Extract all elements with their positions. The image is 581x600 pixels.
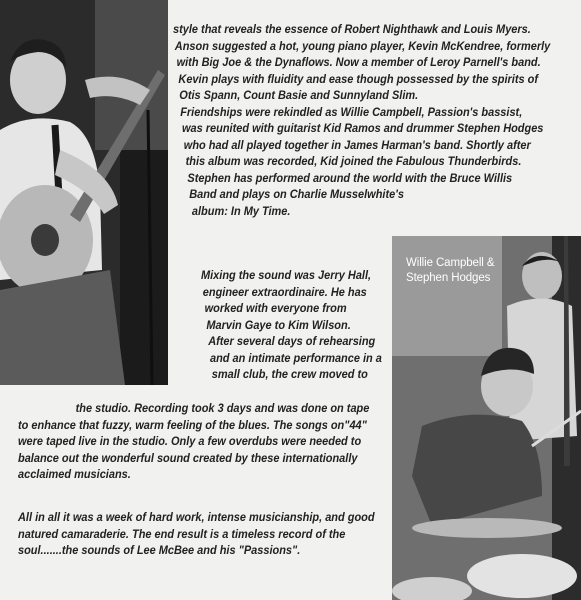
text-paragraph-4 <box>18 509 375 559</box>
guitarist-photo <box>0 0 168 385</box>
drummer-bassist-photo-icon <box>392 236 581 600</box>
photo-caption <box>406 256 526 286</box>
text-line: acclaimed musicians. <box>18 467 131 481</box>
text-line: and an intimate performance in a <box>210 350 382 365</box>
text-line: After several days of rehearsing <box>208 334 376 348</box>
text-line: to enhance that fuzzy, warm feeling of the blues. The songs on"44" <box>18 417 367 432</box>
text-line: engineer extraordinaire. He has <box>202 284 367 299</box>
caption-line-2: Stephen Hodges <box>406 272 491 284</box>
text-line: this album was recorded, Kid joined the Fabulous Thunderbirds. <box>185 154 522 168</box>
drummer-bassist-photo <box>392 236 581 600</box>
text-line: style that reveals the essence of Robert Nighthawk and Louis Myers. <box>173 22 531 36</box>
text-line: Band and plays on Charlie Musselwhite's <box>189 187 404 201</box>
text-paragraph-1 <box>173 21 550 219</box>
text-paragraph-3 <box>18 400 369 483</box>
text-line: with Big Joe & the Dynaflows. Now a member of Leroy Parnell's band. <box>176 55 541 69</box>
text-line: Kevin plays with fluidity and ease though possessed by the spirits of <box>178 71 539 86</box>
caption-line-1: Willie Campbell & <box>406 257 495 269</box>
text-line: Friendships were rekindled as Willie Campbell, Passion's bassist, <box>180 104 523 119</box>
guitarist-photo-icon <box>0 0 168 385</box>
text-line: All in all it was a week of hard work, intense musicianship, and good <box>18 510 375 524</box>
text-line: Mixing the sound was Jerry Hall, <box>201 268 372 282</box>
text-line: the studio. Recording took 3 days and was done on tape <box>75 401 370 415</box>
text-line: Anson suggested a hot, young piano player, Kevin McKendree, formerly <box>174 38 551 53</box>
text-line: natured camaraderie. The end result is a timeless record of the <box>18 526 346 541</box>
text-line: soul.......the sounds of Lee McBee and his "Passions". <box>18 543 301 557</box>
text-line: Otis Spann, Count Basie and Sunnyland Slim. <box>179 88 419 102</box>
text-line: album: In My Time. <box>191 203 291 218</box>
text-line: balance out the wonderful sound created by these internationally <box>18 450 358 465</box>
text-line: Marvin Gaye to Kim Wilson. <box>206 317 351 332</box>
text-line: was reunited with guitarist Kid Ramos and drummer Stephen Hodges <box>182 121 544 135</box>
text-line: who had all played together in James Harman's band. Shortly after <box>183 137 531 152</box>
text-line: worked with everyone from <box>204 301 347 315</box>
text-line: were taped live in the studio. Only a few overdubs were needed to <box>18 434 362 448</box>
text-line: small club, the crew moved to <box>211 367 368 381</box>
text-paragraph-2 <box>201 267 382 383</box>
text-line: Stephen has performed around the world with the Bruce Willis <box>187 170 513 185</box>
